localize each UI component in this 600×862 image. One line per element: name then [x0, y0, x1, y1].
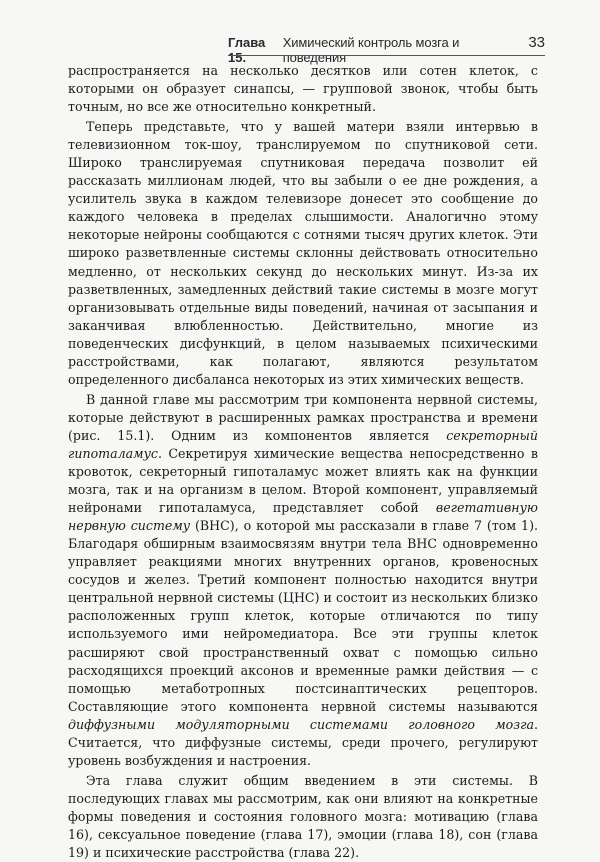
paragraph-3-text-a: В данной главе мы рассмотрим три компонента нервной системы, которые действуют в расширенных рамках пространства и времени (рис. 15.1). Одним из компонентов является [68, 391, 538, 443]
page-number: 33 [528, 34, 545, 51]
body-text [68, 62, 538, 862]
paragraph-2: Теперь представьте, что у вашей матери взяли интервью в телевизионном ток-шоу, транслируемом по спутниковой сети. Широко транслируемая спутниковая передача позволит ей рассказать миллионам людей, что вы забыли о ее дне рождения, а усилитель звука в каждом телевизоре донесет это сообщение до каждого человека в пределах слышимости. Аналогично этому некоторые нейроны сообщаются с сотнями тысяч других клеток. Эти широко разветвленные системы склонны действовать относительно медленно, от нескольких секунд до нескольких минут. Из-за их разветвленных, замедленных действий такие системы в мозге могут организовывать отдельные виды поведений, начиная от засыпания и заканчивая влюбленностью. Действительно, многие из поведенческих дисфункций, в целом называемых психическими расстройствами, как полагают, являются результатом определенного дисбаланса некоторых из этих химических веществ. [68, 119, 538, 387]
chapter-label: Глава 15. [228, 35, 266, 65]
paragraph-3 [68, 391, 538, 770]
paragraph-3-text-c: (ВНС), о которой мы рассказали в главе 7 (том 1). Благодаря обширным взаимосвязям внутри тела ВНС одновременно управляет реакциями многих внутренних органов, кровеносных сосудов и желез. Третий компонент полностью находится внутри центральной нервной системы (ЦНС) и состоит из нескольких близко расположенных групп клеток, которые отличаются по типу используемого ими нейромедиатора. Все эти группы клеток расширяют свой пространственный охват с помощью сильно расходящихся проекций аксонов и временные рамки действия — с помощью метаботропных постсинаптических рецепторов. Составляющие этого компонента нервной системы называются [68, 518, 538, 714]
paragraph-4: Эта глава служит общим введением в эти системы. В последующих главах мы рассмотрим, как они влияют на конкретные формы поведения и состояния головного мозга: мотивацию (глава 16), сексуальное поведение (глава 17), эмоции (глава 18), сон (глава 19) и психические расстройства (глава 22). [68, 772, 538, 861]
running-header [228, 34, 545, 65]
paragraph-3-text-b: . Секретируя химические вещества непосредственно в кровоток, секреторный гипоталамус может влиять как на функции мозга, так и на организм в целом. Второй компонент, управляемый нейронами гипоталамуса, представляет собой [68, 445, 538, 516]
paragraph-1: распространяется на несколько десятков или сотен клеток, с которыми он образует синапсы, — групповой звонок, чтобы быть точным, но все же относительно конкретный. [68, 63, 538, 115]
term-secretory-hypothalamus: секреторный гипоталамус [68, 427, 538, 461]
header-rule [228, 55, 545, 56]
term-autonomic-nervous-system: вегетативную нервную систему [68, 500, 538, 534]
term-diffuse-modulatory-systems: диффузными модуляторными системами головного мозга [68, 716, 534, 732]
chapter-title: Химический контроль мозга и поведения [282, 35, 460, 65]
paragraph-3-text-d: . Считается, что диффузные системы, среди прочего, регулируют уровень возбуждения и настроения. [68, 716, 538, 768]
